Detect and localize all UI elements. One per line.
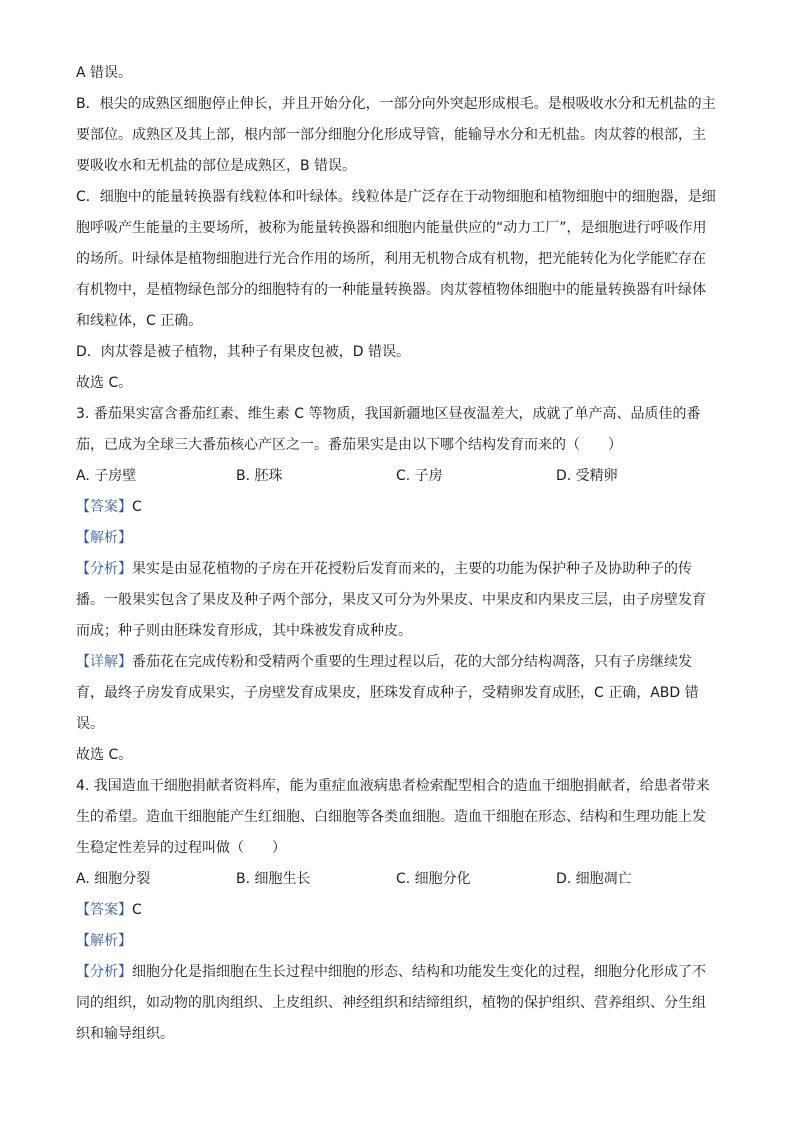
q3-conclusion: 故选 C。 xyxy=(76,747,133,763)
q4-fenxi-line xyxy=(76,957,716,988)
q3-fenxi-text: 果实是由显花植物的子房在开花授粉后发育而来的，主要的功能为保护种子及协助种子的传 xyxy=(132,561,692,577)
q3-fenxi-line: 播。一般果实包含了果皮及种子两个部分，果皮又可分为外果皮、中果皮和内果皮三层，由子房壁发育 xyxy=(76,592,706,608)
document-page xyxy=(76,58,716,1050)
q3-option-d: D. 受精卵 xyxy=(556,468,618,484)
q4-answer-value: C xyxy=(132,902,142,918)
answer-tag: 【答案】 xyxy=(76,902,132,918)
fenxi-tag: 【分析】 xyxy=(76,561,132,577)
q4-option-a: A. 细胞分裂 xyxy=(76,871,151,887)
prev-option-b-line: 要吸收水和无机盐的部位是成熟区，B 错误。 xyxy=(76,158,357,174)
q3-options xyxy=(76,461,716,492)
prev-option-c-line: C．细胞中的能量转换器有线粒体和叶绿体。线粒体是广泛存在于动物细胞和植物细胞中的细胞器，是细 xyxy=(76,189,716,205)
prev-option-c-line: 的场所。叶绿体是植物细胞进行光合作用的场所，利用无机物合成有机物，把光能转化为化学能贮存在 xyxy=(76,251,706,267)
xiangjie-tag: 【详解】 xyxy=(76,654,132,670)
q4-stem-line: 生稳定性差异的过程叫做（ ） xyxy=(76,840,286,856)
prev-option-c-line: 有机物中，是植物绿色部分的细胞特有的一种能量转换器。肉苁蓉植物体细胞中的能量转换器有叶绿体 xyxy=(76,282,706,298)
analysis-tag: 【解析】 xyxy=(76,530,132,546)
q4-analysis-heading xyxy=(76,926,716,957)
q3-xiangjie-line: 误。 xyxy=(76,716,104,732)
prev-option-b-line: 要部位。成熟区及其上部，根内部一部分细胞分化形成导管，能输导水分和无机盐。肉苁蓉的根部，主 xyxy=(76,127,706,143)
q4-fenxi-text: 细胞分化是指细胞在生长过程中细胞的形态、结构和功能发生变化的过程，细胞分化形成了不 xyxy=(132,964,706,980)
q4-fenxi-line: 织和输导组织。 xyxy=(76,1026,174,1042)
q3-fenxi-line xyxy=(76,554,716,585)
q3-analysis-heading xyxy=(76,523,716,554)
prev-option-b-line: B．根尖的成熟区细胞停止伸长，并且开始分化，一部分向外突起形成根毛。是根吸收水分和无机盐的主 xyxy=(76,96,716,112)
q3-answer xyxy=(76,492,716,523)
prev-option-d-explanation: D．肉苁蓉是被子植物，其种子有果皮包被，D 错误。 xyxy=(76,344,411,360)
q4-answer xyxy=(76,895,716,926)
q4-option-c: C. 细胞分化 xyxy=(396,871,471,887)
q3-answer-value: C xyxy=(132,499,142,515)
prev-option-c-line: 胞呼吸产生能量的主要场所，被称为能量转换器和细胞内能量供应的“动力工厂”，是细胞进行呼吸作用 xyxy=(76,220,707,236)
q3-xiangjie-line: 育，最终子房发育成果实，子房壁发育成果皮，胚珠发育成种子，受精卵发育成胚，C 正确，ABD 错 xyxy=(76,685,699,701)
prev-option-a-explanation: A 错误。 xyxy=(76,65,133,81)
q3-xiangjie-text: 番茄花在完成传粉和受精两个重要的生理过程以后，花的大部分结构凋落，只有子房继续发 xyxy=(132,654,692,670)
q4-options xyxy=(76,864,716,895)
q3-stem-line: 3. 番茄果实富含番茄红素、维生素 C 等物质，我国新疆地区昼夜温差大，成就了单产高、品质佳的番 xyxy=(76,406,701,422)
q3-option-c: C. 子房 xyxy=(396,468,443,484)
q3-stem-line: 茄，已成为全球三大番茄核心产区之一。番茄果实是由以下哪个结构发育而来的（ ） xyxy=(76,437,622,453)
prev-conclusion: 故选 C。 xyxy=(76,375,133,391)
prev-option-c-line: 和线粒体，C 正确。 xyxy=(76,313,203,329)
q4-stem-line: 4. 我国造血干细胞捐献者资料库，能为重症血液病患者检索配型相合的造血干细胞捐献者，给患者带来 xyxy=(76,778,710,794)
q4-stem-line: 生的希望。造血干细胞能产生红细胞、白细胞等各类血细胞。造血干细胞在形态、结构和生理功能上发 xyxy=(76,809,706,825)
q3-option-a: A. 子房壁 xyxy=(76,468,137,484)
q3-fenxi-line: 而成；种子则由胚珠发育形成，其中珠被发育成种皮。 xyxy=(76,623,412,639)
fenxi-tag: 【分析】 xyxy=(76,964,132,980)
answer-tag: 【答案】 xyxy=(76,499,132,515)
q4-option-b: B. 细胞生长 xyxy=(236,871,311,887)
q3-xiangjie-line xyxy=(76,647,716,678)
q4-fenxi-line: 同的组织，如动物的肌肉组织、上皮组织、神经组织和结缔组织，植物的保护组织、营养组织、分生组 xyxy=(76,995,706,1011)
q4-option-d: D. 细胞凋亡 xyxy=(556,871,632,887)
analysis-tag: 【解析】 xyxy=(76,933,132,949)
q3-option-b: B. 胚珠 xyxy=(236,468,283,484)
